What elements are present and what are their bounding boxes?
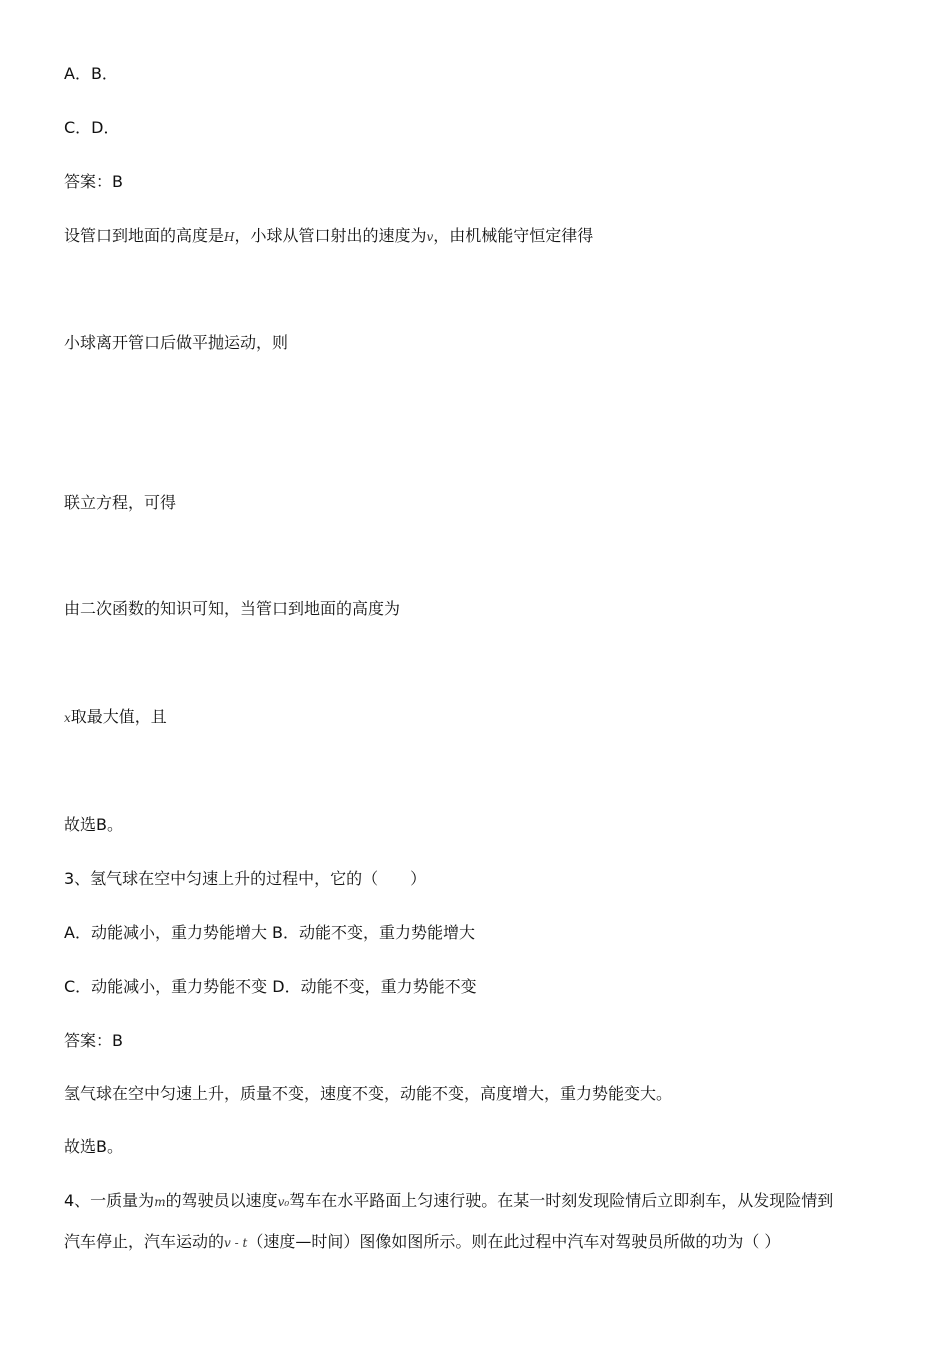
explanation-q3: 氢气球在空中匀速上升，质量不变，速度不变，动能不变，高度增大，重力势能变大。 (64, 1084, 673, 1103)
explanation-line-4: 由二次函数的知识可知，当管口到地面的高度为 (64, 599, 401, 618)
explanation-text: 取最大值，且 (70, 707, 167, 726)
variable-v: v (426, 230, 434, 244)
variable-v-t: v - t (224, 1236, 248, 1250)
question-3-options-c-d: C．动能减小，重力势能不变 D．动能不变，重力势能不变 (64, 977, 477, 996)
question-text: 的驾驶员以速度 (165, 1191, 278, 1210)
variable-h: H (224, 230, 235, 244)
explanation-line-3: 联立方程，可得 (64, 493, 177, 512)
question-4-line-1 (64, 1191, 833, 1212)
variable-v0: v₀ (277, 1195, 290, 1209)
question-4-line-2 (64, 1232, 780, 1253)
question-3: 3、氢气球在空中匀速上升的过程中，它的（ ） (64, 869, 427, 888)
options-c-d: C．D． (64, 118, 120, 137)
answer-q3: 答案：B (64, 1031, 123, 1050)
variable-m: m (154, 1195, 166, 1209)
question-text: 驾车在水平路面上匀速行驶。在某一时刻发现险情后立即刹车，从发现险情到 (289, 1191, 834, 1210)
question-text: （速度—时间）图像如图所示。则在此过程中汽车对驾驶员所做的功为（ ） (247, 1232, 781, 1251)
question-text: 汽车停止，汽车运动的 (64, 1232, 225, 1251)
question-3-options-a-b: A．动能减小，重力势能增大 B．动能不变，重力势能增大 (64, 923, 476, 942)
explanation-text: 设管口到地面的高度是 (64, 226, 225, 245)
answer-q2: 答案：B (64, 172, 123, 191)
variable-x: x (64, 711, 71, 725)
explanation-text: ，由机械能守恒定律得 (433, 226, 594, 245)
explanation-line-5 (64, 707, 167, 728)
explanation-line-2: 小球离开管口后做平抛运动，则 (64, 333, 289, 352)
explanation-text: ，小球从管口射出的速度为 (234, 226, 427, 245)
options-a-b: A．B． (64, 64, 118, 83)
conclusion-q2: 故选B。 (64, 815, 123, 834)
question-text: 4、一质量为 (64, 1191, 155, 1210)
explanation-line-1 (64, 226, 593, 247)
conclusion-q3: 故选B。 (64, 1137, 123, 1156)
